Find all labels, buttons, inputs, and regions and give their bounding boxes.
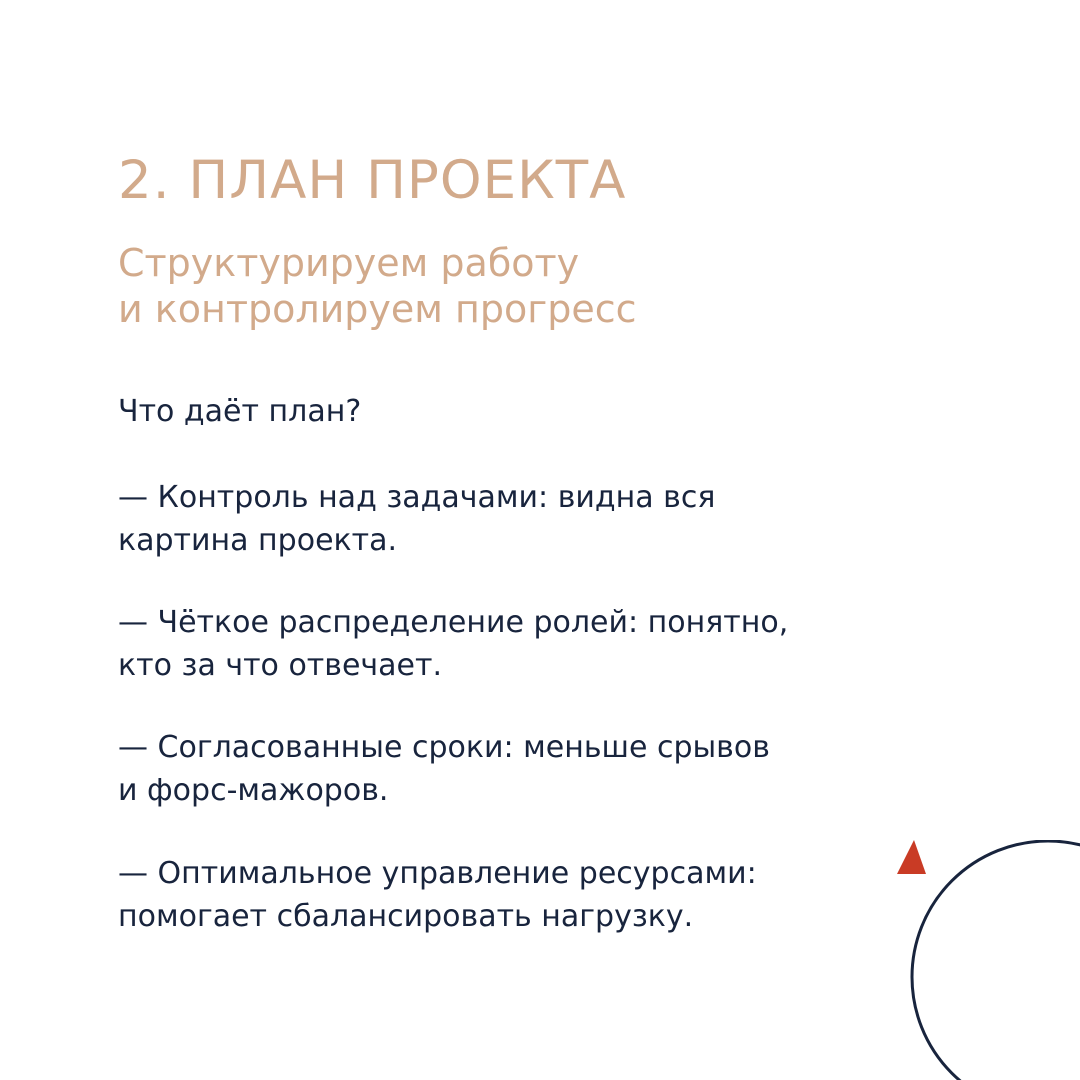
benefit-resource-management <box>118 852 898 938</box>
benefit-resource-management-line-1: — Оптимальное управление ресурсами: <box>118 856 757 891</box>
subtitle-line-1: Структурируем работу <box>118 241 580 285</box>
benefit-resource-management-line-2: помогает сбалансировать нагрузку. <box>118 899 694 934</box>
benefit-agreed-deadlines <box>118 726 898 812</box>
benefit-role-distribution <box>118 601 898 687</box>
question-heading: Что даёт план? <box>118 394 362 429</box>
benefit-task-control-line-2: картина проекта. <box>118 523 398 558</box>
triangle-icon <box>897 840 926 874</box>
benefit-role-distribution-line-1: — Чёткое распределение ролей: понятно, <box>118 605 789 640</box>
subtitle <box>118 240 818 332</box>
circle-outline-icon <box>912 841 1080 1080</box>
benefit-task-control-line-1: — Контроль над задачами: видна вся <box>118 480 716 515</box>
benefit-task-control <box>118 476 898 562</box>
benefit-agreed-deadlines-line-1: — Согласованные сроки: меньше срывов <box>118 730 770 765</box>
decorative-shapes <box>850 840 1080 1080</box>
page-title: 2. ПЛАН ПРОЕКТА <box>118 150 627 211</box>
subtitle-line-2: и контролируем прогресс <box>118 287 637 331</box>
benefit-role-distribution-line-2: кто за что отвечает. <box>118 648 442 683</box>
benefit-agreed-deadlines-line-2: и форс-мажоров. <box>118 773 389 808</box>
